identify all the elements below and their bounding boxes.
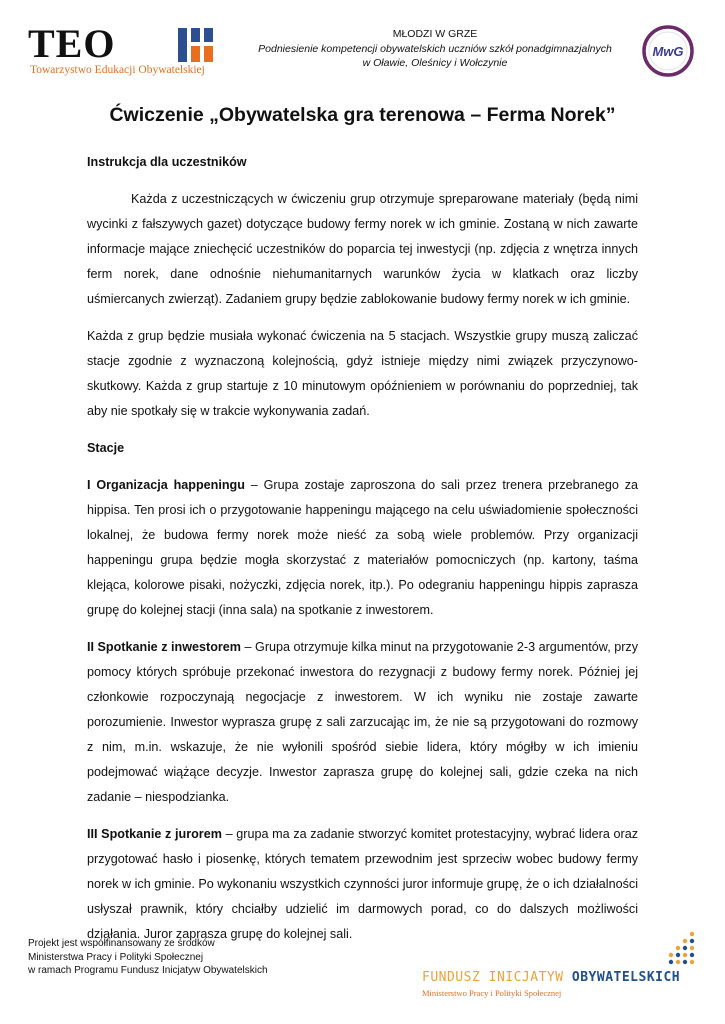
- teo-logo: [28, 21, 228, 80]
- project-name: MŁODZI W GRZE: [392, 28, 478, 40]
- station-1: [87, 473, 638, 623]
- station-3-title: III Spotkanie z jurorem: [87, 827, 222, 841]
- fio-dots-icon: [666, 930, 696, 970]
- instructions-paragraph-1: Każda z uczestniczących w ćwiczeniu grup otrzymuje spreparowane materiały (będą nimi wycinki z fałszywych gazet) dotyczące budowy fermy norek w ich gminie. Zostaną w nich zawarte informacje mające zniechęcić uczestników do poparcia tej inwestycji (np. zdjęcia z wnętrza innych ferm norek, dane odnośnie niehumanitarnych warunków życia w klatkach oraz liczby uśmiercanych zwierząt). Zadaniem grupy będzie zablokowanie budowy fermy norek w ich gminie.: [87, 192, 638, 306]
- fio-logo: [420, 930, 700, 1000]
- fio-logo-subtitle: Ministerstwo Pracy i Polityki Społecznej: [422, 988, 562, 998]
- instructions-heading: Instrukcja dla uczestników: [87, 155, 247, 169]
- teo-logo-subtitle: Towarzystwo Edukacji Obywatelskiej: [30, 64, 205, 76]
- page-title: Ćwiczenie „Obywatelska gra terenowa – Ferma Norek”: [109, 104, 616, 126]
- project-header-text: [240, 27, 630, 71]
- station-2: [87, 635, 638, 810]
- page-header: [0, 0, 725, 90]
- instructions-paragraph-2: Każda z grup będzie musiała wykonać ćwiczenia na 5 stacjach. Wszystkie grupy muszą zaliczać stacje zgodnie z wyznaczoną kolejnością, gdyż istnieje między nimi związek przyczynowo-skutkowy. Każda z grup startuje z 10 minutowym opóźnieniem w porównaniu do poprzedniej, tak aby nie spotkały się w trakcie wykonywania zadań.: [87, 329, 638, 418]
- funding-note: [28, 937, 268, 978]
- document-body: [87, 150, 638, 959]
- funding-note-line-2: Ministerstwa Pracy i Polityki Społecznej: [28, 951, 204, 963]
- station-1-title: I Organizacja happeningu: [87, 478, 245, 492]
- station-3: [87, 822, 638, 947]
- fio-logo-title-a: FUNDUSZ INICJATYW: [422, 970, 572, 985]
- station-2-title: II Spotkanie z inwestorem: [87, 640, 241, 654]
- funding-note-line-3: w ramach Programu Fundusz Inicjatyw Obywatelskich: [28, 965, 268, 976]
- mwg-logo-text: MwG: [652, 44, 684, 59]
- teo-logo-letters: TEO: [28, 21, 116, 66]
- mwg-logo: [642, 25, 694, 77]
- fio-logo-title: [422, 970, 680, 985]
- teo-logo-blocks-icon: [178, 28, 218, 62]
- project-locations: w Oławie, Oleśnicy i Wołczynie: [362, 57, 508, 69]
- station-3-text: – grupa ma za zadanie stworzyć komitet protestacyjny, wybrać lidera oraz przygotować hasło i piosenkę, których tematem przewodnim jest sprzeciw wobec budowy fermy norek w ich gminie. Po wykonaniu wszystkich czynności juror informuje grupę, że o ich działalności usłyszał prawnik, który chciałby udzielić im darmowych porad, co do dalszych możliwości działania. Juror zaprasza grupę do kolejnej sali.: [87, 827, 638, 941]
- station-1-text: – Grupa zostaje zaproszona do sali przez trenera przebranego za hippisa. Ten prosi ich o przygotowanie happeningu mającego na celu uświadomienie społeczności lokalnej, że budowa fermy norek może nieść za sobą wiele problemów. Przy organizacji happeningu grupa będzie mogła skorzystać z materiałów pomocniczych (np. kartony, taśma klejąca, kolorowe pisaki, nożyczki, zdjęcia norek, itp.). Po odegraniu happeningu hippis zaprasza grupę do kolejnej stacji (inna sala) na spotkanie z inwestorem.: [87, 478, 638, 617]
- station-2-text: – Grupa otrzymuje kilka minut na przygotowanie 2-3 argumentów, przy pomocy których spróbuje przekonać inwestora do rezygnacji z budowy fermy norek. Później jej członkowie rozpoczynają negocjacje z inwestorem. W ich wyniku nie zostaje zawarte porozumienie. Inwestor wyprasza grupę z sali zarzucając im, że nie są przygotowani do rozmowy z nim, m.in. wskazuje, że nie wyłonili spośród siebie lidera, który mógłby w ich imieniu podejmować wiążące decyzje. Inwestor zaprasza grupę do kolejnej sali, gdzie czeka na nich zadanie – niespodzianka.: [87, 640, 638, 804]
- funding-note-line-1: Projekt jest współfinansowany ze środków: [28, 938, 215, 949]
- stations-heading: Stacje: [87, 441, 125, 455]
- project-description: Podniesienie kompetencji obywatelskich uczniów szkół ponadgimnazjalnych: [258, 42, 612, 55]
- fio-logo-title-b: OBYWATELSKICH: [571, 970, 681, 985]
